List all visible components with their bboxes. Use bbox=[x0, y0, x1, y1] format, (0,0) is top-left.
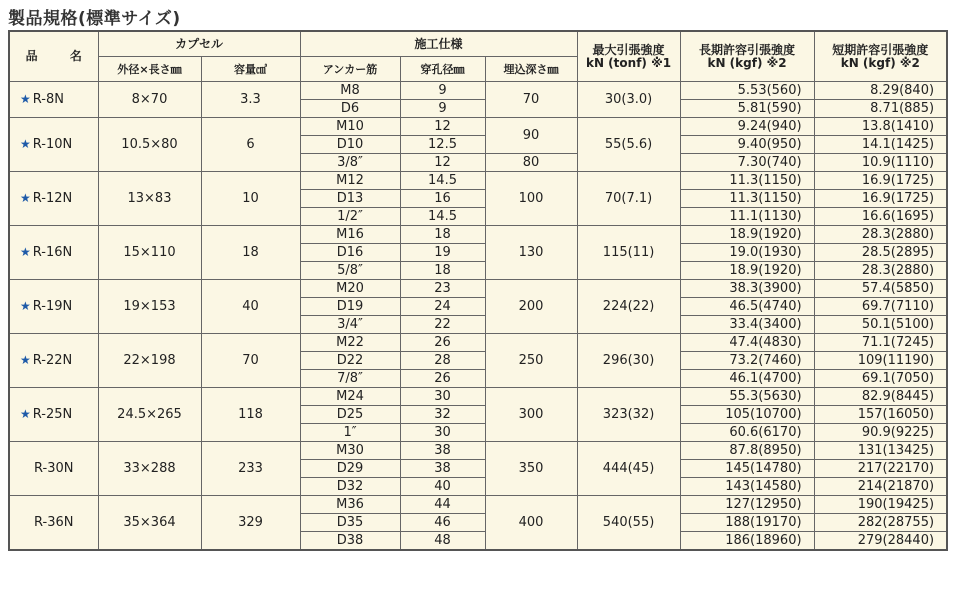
max-strength-cell: 55(5.6) bbox=[577, 118, 680, 172]
short-strength-cell: 16.6(1695) bbox=[814, 208, 947, 226]
anchor-cell: D35 bbox=[300, 514, 400, 532]
drill-diameter-cell: 12.5 bbox=[400, 136, 485, 154]
long-strength-cell: 186(18960) bbox=[680, 532, 814, 551]
product-name-cell bbox=[9, 496, 98, 551]
anchor-cell: D6 bbox=[300, 100, 400, 118]
short-strength-cell: 69.1(7050) bbox=[814, 370, 947, 388]
drill-diameter-cell: 22 bbox=[400, 316, 485, 334]
embed-depth-cell: 90 bbox=[485, 118, 577, 154]
anchor-cell: D29 bbox=[300, 460, 400, 478]
header-short-strength-unit: kN (kgf) ※2 bbox=[840, 55, 920, 70]
table-row bbox=[9, 496, 947, 514]
long-strength-cell: 7.30(740) bbox=[680, 154, 814, 172]
anchor-cell: D19 bbox=[300, 298, 400, 316]
long-strength-cell: 46.5(4740) bbox=[680, 298, 814, 316]
star-icon: ★ bbox=[20, 353, 31, 367]
capsule-volume-cell: 233 bbox=[201, 442, 300, 496]
anchor-cell: M8 bbox=[300, 82, 400, 100]
capsule-volume-cell: 18 bbox=[201, 226, 300, 280]
max-strength-cell: 323(32) bbox=[577, 388, 680, 442]
drill-diameter-cell: 12 bbox=[400, 154, 485, 172]
drill-diameter-cell: 9 bbox=[400, 100, 485, 118]
anchor-cell: D10 bbox=[300, 136, 400, 154]
product-name: R-12N bbox=[32, 191, 73, 206]
capsule-dimension-cell: 10.5×80 bbox=[98, 118, 201, 172]
capsule-volume-cell: 70 bbox=[201, 334, 300, 388]
long-strength-cell: 38.3(3900) bbox=[680, 280, 814, 298]
max-strength-cell: 444(45) bbox=[577, 442, 680, 496]
header-drill-diameter: 穿孔径㎜ bbox=[400, 57, 485, 82]
header-max-strength-title: 最大引張強度 bbox=[592, 42, 665, 57]
long-strength-cell: 19.0(1930) bbox=[680, 244, 814, 262]
drill-diameter-cell: 30 bbox=[400, 424, 485, 442]
drill-diameter-cell: 14.5 bbox=[400, 208, 485, 226]
product-name: R-30N bbox=[34, 461, 74, 476]
long-strength-cell: 9.24(940) bbox=[680, 118, 814, 136]
capsule-volume-cell: 40 bbox=[201, 280, 300, 334]
anchor-cell: M20 bbox=[300, 280, 400, 298]
anchor-cell: M12 bbox=[300, 172, 400, 190]
table-row bbox=[9, 172, 947, 190]
embed-depth-cell: 350 bbox=[485, 442, 577, 496]
long-strength-cell: 11.1(1130) bbox=[680, 208, 814, 226]
table-row bbox=[9, 226, 947, 244]
capsule-dimension-cell: 13×83 bbox=[98, 172, 201, 226]
anchor-cell: 3/8″ bbox=[300, 154, 400, 172]
long-strength-cell: 33.4(3400) bbox=[680, 316, 814, 334]
header-short-strength-title: 短期許容引張強度 bbox=[832, 42, 929, 57]
page-title: 製品規格(標準サイズ) bbox=[8, 9, 181, 29]
short-strength-cell: 16.9(1725) bbox=[814, 172, 947, 190]
long-strength-cell: 143(14580) bbox=[680, 478, 814, 496]
capsule-volume-cell: 10 bbox=[201, 172, 300, 226]
star-icon: ★ bbox=[20, 299, 31, 313]
product-spec-table bbox=[8, 30, 948, 551]
spec-table-body bbox=[9, 82, 947, 551]
short-strength-cell: 69.7(7110) bbox=[814, 298, 947, 316]
capsule-volume-cell: 118 bbox=[201, 388, 300, 442]
max-strength-cell: 70(7.1) bbox=[577, 172, 680, 226]
header-capsule: カプセル bbox=[98, 31, 300, 57]
table-row bbox=[9, 442, 947, 460]
capsule-dimension-cell: 15×110 bbox=[98, 226, 201, 280]
long-strength-cell: 60.6(6170) bbox=[680, 424, 814, 442]
drill-diameter-cell: 18 bbox=[400, 226, 485, 244]
drill-diameter-cell: 16 bbox=[400, 190, 485, 208]
capsule-dimension-cell: 19×153 bbox=[98, 280, 201, 334]
long-strength-cell: 105(10700) bbox=[680, 406, 814, 424]
capsule-dimension-cell: 24.5×265 bbox=[98, 388, 201, 442]
short-strength-cell: 279(28440) bbox=[814, 532, 947, 551]
short-strength-cell: 14.1(1425) bbox=[814, 136, 947, 154]
embed-depth-cell: 200 bbox=[485, 280, 577, 334]
star-icon: ★ bbox=[20, 407, 31, 421]
product-name: R-10N bbox=[32, 137, 73, 152]
short-strength-cell: 282(28755) bbox=[814, 514, 947, 532]
long-strength-cell: 46.1(4700) bbox=[680, 370, 814, 388]
header-embed-depth: 埋込深さ㎜ bbox=[485, 57, 577, 82]
drill-diameter-cell: 44 bbox=[400, 496, 485, 514]
capsule-volume-cell: 3.3 bbox=[201, 82, 300, 118]
drill-diameter-cell: 28 bbox=[400, 352, 485, 370]
product-name: R-16N bbox=[32, 245, 73, 260]
long-strength-cell: 87.8(8950) bbox=[680, 442, 814, 460]
header-anchor: アンカー筋 bbox=[300, 57, 400, 82]
long-strength-cell: 11.3(1150) bbox=[680, 172, 814, 190]
star-icon: ★ bbox=[20, 245, 31, 259]
header-long-strength-title: 長期許容引張強度 bbox=[699, 42, 796, 57]
drill-diameter-cell: 14.5 bbox=[400, 172, 485, 190]
product-name-cell bbox=[9, 172, 98, 226]
header-capsule-volume: 容量㎤ bbox=[201, 57, 300, 82]
header-max-strength bbox=[577, 31, 680, 82]
drill-diameter-cell: 24 bbox=[400, 298, 485, 316]
long-strength-cell: 55.3(5630) bbox=[680, 388, 814, 406]
long-strength-cell: 145(14780) bbox=[680, 460, 814, 478]
header-long-strength bbox=[680, 31, 814, 82]
star-icon: ★ bbox=[20, 191, 31, 205]
drill-diameter-cell: 26 bbox=[400, 370, 485, 388]
capsule-dimension-cell: 8×70 bbox=[98, 82, 201, 118]
spec-table-wrapper bbox=[8, 30, 946, 551]
product-name-cell bbox=[9, 442, 98, 496]
embed-depth-cell: 250 bbox=[485, 334, 577, 388]
header-product-name: 品 名 bbox=[9, 31, 98, 82]
drill-diameter-cell: 38 bbox=[400, 460, 485, 478]
short-strength-cell: 8.29(840) bbox=[814, 82, 947, 100]
long-strength-cell: 188(19170) bbox=[680, 514, 814, 532]
embed-depth-cell: 80 bbox=[485, 154, 577, 172]
table-row bbox=[9, 118, 947, 136]
short-strength-cell: 214(21870) bbox=[814, 478, 947, 496]
drill-diameter-cell: 30 bbox=[400, 388, 485, 406]
header-max-strength-unit: kN (tonf) ※1 bbox=[585, 55, 672, 70]
anchor-cell: D22 bbox=[300, 352, 400, 370]
long-strength-cell: 5.53(560) bbox=[680, 82, 814, 100]
short-strength-cell: 28.3(2880) bbox=[814, 226, 947, 244]
anchor-cell: D16 bbox=[300, 244, 400, 262]
short-strength-cell: 28.3(2880) bbox=[814, 262, 947, 280]
embed-depth-cell: 70 bbox=[485, 82, 577, 118]
anchor-cell: 7/8″ bbox=[300, 370, 400, 388]
long-strength-cell: 9.40(950) bbox=[680, 136, 814, 154]
capsule-volume-cell: 6 bbox=[201, 118, 300, 172]
short-strength-cell: 8.71(885) bbox=[814, 100, 947, 118]
short-strength-cell: 190(19425) bbox=[814, 496, 947, 514]
anchor-cell: D32 bbox=[300, 478, 400, 496]
short-strength-cell: 157(16050) bbox=[814, 406, 947, 424]
short-strength-cell: 57.4(5850) bbox=[814, 280, 947, 298]
table-row bbox=[9, 334, 947, 352]
max-strength-cell: 115(11) bbox=[577, 226, 680, 280]
short-strength-cell: 50.1(5100) bbox=[814, 316, 947, 334]
anchor-cell: M24 bbox=[300, 388, 400, 406]
embed-depth-cell: 300 bbox=[485, 388, 577, 442]
max-strength-cell: 30(3.0) bbox=[577, 82, 680, 118]
product-name: R-36N bbox=[34, 515, 74, 530]
long-strength-cell: 127(12950) bbox=[680, 496, 814, 514]
drill-diameter-cell: 19 bbox=[400, 244, 485, 262]
embed-depth-cell: 130 bbox=[485, 226, 577, 280]
anchor-cell: D25 bbox=[300, 406, 400, 424]
short-strength-cell: 28.5(2895) bbox=[814, 244, 947, 262]
table-row bbox=[9, 82, 947, 100]
short-strength-cell: 10.9(1110) bbox=[814, 154, 947, 172]
star-icon: ★ bbox=[20, 92, 31, 106]
drill-diameter-cell: 9 bbox=[400, 82, 485, 100]
anchor-cell: D38 bbox=[300, 532, 400, 551]
short-strength-cell: 217(22170) bbox=[814, 460, 947, 478]
product-name: R-25N bbox=[32, 407, 73, 422]
product-name-cell bbox=[9, 334, 98, 388]
header-long-strength-unit: kN (kgf) ※2 bbox=[707, 55, 787, 70]
anchor-cell: M16 bbox=[300, 226, 400, 244]
product-name-cell bbox=[9, 226, 98, 280]
product-name: R-8N bbox=[32, 92, 64, 107]
capsule-dimension-cell: 35×364 bbox=[98, 496, 201, 551]
short-strength-cell: 82.9(8445) bbox=[814, 388, 947, 406]
embed-depth-cell: 400 bbox=[485, 496, 577, 551]
product-name-cell bbox=[9, 280, 98, 334]
drill-diameter-cell: 12 bbox=[400, 118, 485, 136]
anchor-cell: M36 bbox=[300, 496, 400, 514]
capsule-dimension-cell: 22×198 bbox=[98, 334, 201, 388]
drill-diameter-cell: 32 bbox=[400, 406, 485, 424]
anchor-cell: M22 bbox=[300, 334, 400, 352]
max-strength-cell: 296(30) bbox=[577, 334, 680, 388]
drill-diameter-cell: 18 bbox=[400, 262, 485, 280]
short-strength-cell: 16.9(1725) bbox=[814, 190, 947, 208]
star-icon: ★ bbox=[20, 137, 31, 151]
capsule-volume-cell: 329 bbox=[201, 496, 300, 551]
anchor-cell: 1″ bbox=[300, 424, 400, 442]
drill-diameter-cell: 23 bbox=[400, 280, 485, 298]
header-capsule-dimension: 外径×長さ㎜ bbox=[98, 57, 201, 82]
anchor-cell: M30 bbox=[300, 442, 400, 460]
short-strength-cell: 13.8(1410) bbox=[814, 118, 947, 136]
long-strength-cell: 18.9(1920) bbox=[680, 226, 814, 244]
long-strength-cell: 73.2(7460) bbox=[680, 352, 814, 370]
header-short-strength bbox=[814, 31, 947, 82]
short-strength-cell: 71.1(7245) bbox=[814, 334, 947, 352]
long-strength-cell: 11.3(1150) bbox=[680, 190, 814, 208]
product-name-cell bbox=[9, 118, 98, 172]
drill-diameter-cell: 48 bbox=[400, 532, 485, 551]
short-strength-cell: 90.9(9225) bbox=[814, 424, 947, 442]
anchor-cell: 1/2″ bbox=[300, 208, 400, 226]
drill-diameter-cell: 26 bbox=[400, 334, 485, 352]
product-name-cell bbox=[9, 82, 98, 118]
drill-diameter-cell: 38 bbox=[400, 442, 485, 460]
long-strength-cell: 47.4(4830) bbox=[680, 334, 814, 352]
anchor-cell: M10 bbox=[300, 118, 400, 136]
short-strength-cell: 109(11190) bbox=[814, 352, 947, 370]
long-strength-cell: 18.9(1920) bbox=[680, 262, 814, 280]
product-name-cell bbox=[9, 388, 98, 442]
header-construction: 施工仕様 bbox=[300, 31, 577, 57]
embed-depth-cell: 100 bbox=[485, 172, 577, 226]
max-strength-cell: 224(22) bbox=[577, 280, 680, 334]
table-row bbox=[9, 280, 947, 298]
drill-diameter-cell: 40 bbox=[400, 478, 485, 496]
long-strength-cell: 5.81(590) bbox=[680, 100, 814, 118]
max-strength-cell: 540(55) bbox=[577, 496, 680, 551]
table-row bbox=[9, 388, 947, 406]
anchor-cell: 3/4″ bbox=[300, 316, 400, 334]
product-name: R-19N bbox=[32, 299, 73, 314]
anchor-cell: D13 bbox=[300, 190, 400, 208]
anchor-cell: 5/8″ bbox=[300, 262, 400, 280]
capsule-dimension-cell: 33×288 bbox=[98, 442, 201, 496]
short-strength-cell: 131(13425) bbox=[814, 442, 947, 460]
product-name: R-22N bbox=[32, 353, 73, 368]
drill-diameter-cell: 46 bbox=[400, 514, 485, 532]
